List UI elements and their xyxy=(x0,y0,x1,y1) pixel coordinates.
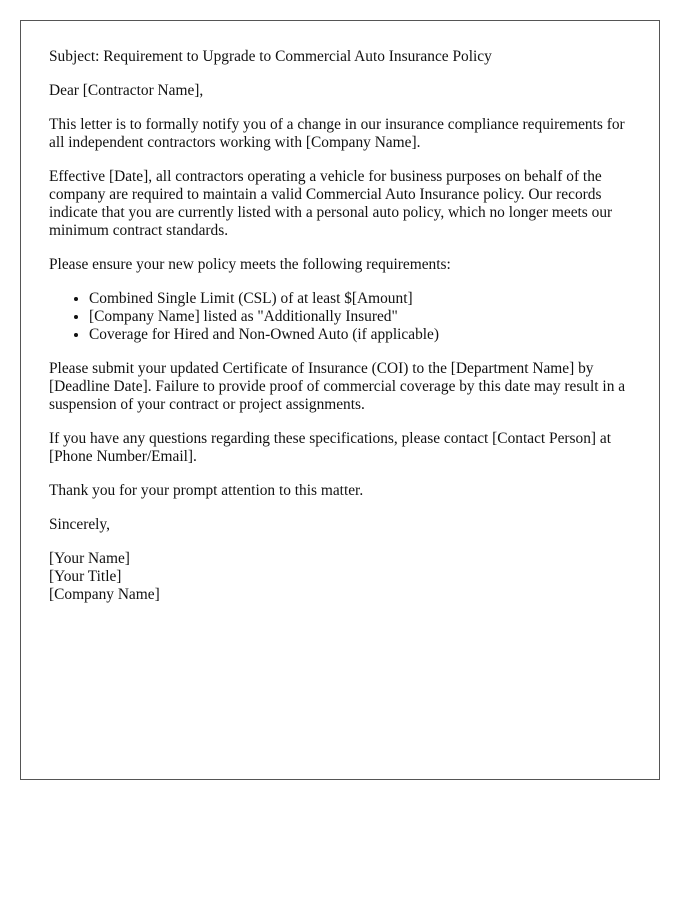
signature-company: [Company Name] xyxy=(49,586,160,603)
signature-title: [Your Title] xyxy=(49,568,122,585)
salutation: Dear [Contractor Name], xyxy=(49,82,204,99)
letter-page xyxy=(20,20,660,780)
requirement-item: • [Company Name] listed as "Additionally Insured" xyxy=(89,308,639,326)
closing: Sincerely, xyxy=(49,516,110,533)
requirement-item: • Coverage for Hired and Non-Owned Auto (if applicable) xyxy=(89,326,639,344)
letter-body xyxy=(49,48,639,604)
paragraph-thanks: Thank you for your prompt attention to this matter. xyxy=(49,482,364,499)
requirements-intro: Please ensure your new policy meets the following requirements: xyxy=(49,256,451,273)
paragraph-effective-date: Effective [Date], all contractors operating a vehicle for business purposes on behalf of the company are required to maintain a valid Commercial Auto Insurance policy. Our records indicate that you are currently listed with a personal auto policy, which no longer meets our minimum contract standards. xyxy=(49,168,613,239)
paragraph-notice: This letter is to formally notify you of a change in our insurance compliance requirements for all independent contractors working with [Company Name]. xyxy=(49,116,625,151)
subject-line: Subject: Requirement to Upgrade to Commercial Auto Insurance Policy xyxy=(49,48,492,65)
paragraph-submission: Please submit your updated Certificate of Insurance (COI) to the [Department Name] by [Deadline Date]. Failure to provide proof of commercial coverage by this date may result in a suspension of your contract or project assignments. xyxy=(49,360,626,413)
requirements-list xyxy=(49,290,639,344)
requirement-item: • Combined Single Limit (CSL) of at least $[Amount] xyxy=(89,290,639,308)
paragraph-contact: If you have any questions regarding these specifications, please contact [Contact Person] at [Phone Number/Email]. xyxy=(49,430,611,465)
signature-block xyxy=(49,550,639,604)
signature-name: [Your Name] xyxy=(49,550,130,567)
